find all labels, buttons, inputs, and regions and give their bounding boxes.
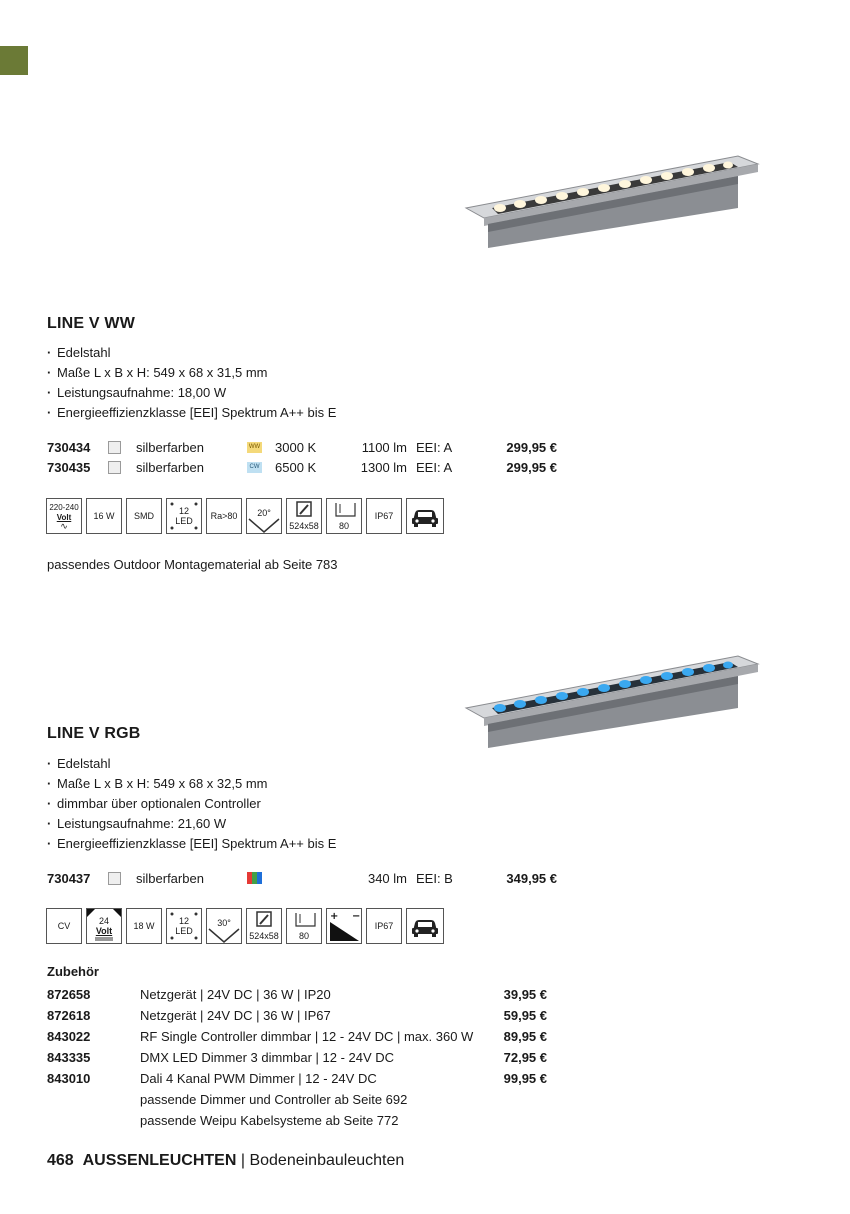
feature-item: · Leistungsaufnahme: 18,00 W bbox=[47, 383, 336, 403]
led-count-icon bbox=[166, 498, 202, 534]
led-label: LED bbox=[175, 926, 193, 936]
installation-depth-icon bbox=[286, 908, 322, 944]
variant-row bbox=[47, 458, 557, 478]
rgb-color-badge bbox=[247, 872, 262, 884]
lumen-value: 340 lm bbox=[367, 871, 407, 886]
beam-angle-value: 20° bbox=[257, 508, 271, 518]
led-count-icon bbox=[166, 908, 202, 944]
price: 349,95 € bbox=[506, 871, 557, 886]
ip-rating-icon bbox=[366, 498, 402, 534]
voltage-unit: Volt bbox=[95, 926, 113, 936]
price: 59,95 € bbox=[503, 1008, 547, 1023]
wattage-icon bbox=[86, 498, 122, 534]
accessory-description: Dali 4 Kanal PWM Dimmer | 12 - 24V DC bbox=[140, 1071, 377, 1086]
feature-item: · Energieeffizienzklasse [EEI] Spektrum A++ bis E bbox=[47, 834, 336, 854]
beam-angle-icon bbox=[206, 908, 242, 944]
product-title: LINE V WW bbox=[47, 315, 136, 332]
accessory-row bbox=[47, 1027, 547, 1048]
finish-label: silberfarben bbox=[136, 871, 204, 886]
accessory-description: RF Single Controller dimmbar | 12 - 24V DC | max. 360 W bbox=[140, 1029, 474, 1044]
beam-angle-icon bbox=[246, 498, 282, 534]
accessory-description: Netzgerät | 24V DC | 36 W | IP20 bbox=[140, 987, 331, 1002]
svg-text:+: + bbox=[330, 911, 339, 922]
led-count-value: 12 bbox=[178, 916, 189, 926]
ip-rating-icon bbox=[366, 908, 402, 944]
variant-row bbox=[47, 438, 557, 458]
page-number: 468 bbox=[47, 1152, 74, 1169]
beam-angle-value: 30° bbox=[217, 918, 231, 928]
price: 299,95 € bbox=[506, 460, 557, 475]
cri-icon bbox=[206, 498, 242, 534]
feature-item: · Maße L x B x H: 549 x 68 x 32,5 mm bbox=[47, 774, 336, 794]
article-number: 730435 bbox=[47, 460, 91, 475]
article-number: 872618 bbox=[47, 1008, 91, 1023]
installation-depth-value: 80 bbox=[298, 931, 309, 941]
led-label: LED bbox=[175, 516, 193, 526]
wattage-value: 16 W bbox=[93, 511, 115, 521]
price: 72,95 € bbox=[503, 1050, 547, 1065]
product-image-line-v-ww bbox=[460, 150, 760, 250]
price: 99,95 € bbox=[503, 1071, 547, 1086]
spec-icon-row bbox=[46, 498, 444, 534]
led-count-value: 12 bbox=[178, 506, 189, 516]
installation-depth-icon bbox=[326, 498, 362, 534]
accessory-note-row bbox=[47, 1090, 547, 1111]
finish-label: silberfarben bbox=[136, 440, 204, 455]
variant-row bbox=[47, 869, 557, 889]
price: 299,95 € bbox=[506, 440, 557, 455]
finish-swatch bbox=[108, 461, 121, 474]
feature-list bbox=[47, 754, 336, 854]
finish-swatch bbox=[108, 441, 121, 454]
dimmable-icon bbox=[326, 908, 362, 944]
wattage-value: 18 W bbox=[133, 921, 155, 931]
article-number: 843335 bbox=[47, 1050, 91, 1065]
accessory-row bbox=[47, 985, 547, 1006]
cutout-icon bbox=[246, 908, 282, 944]
price: 39,95 € bbox=[503, 987, 547, 1002]
feature-item: · Energieeffizienzklasse [EEI] Spektrum A++ bis E bbox=[47, 403, 336, 423]
feature-item: · Edelstahl bbox=[47, 343, 336, 363]
feature-item: · Leistungsaufnahme: 21,60 W bbox=[47, 814, 336, 834]
feature-list bbox=[47, 343, 336, 423]
accessory-row bbox=[47, 1048, 547, 1069]
accessory-note-row bbox=[47, 1111, 547, 1132]
constant-voltage-label: CV bbox=[57, 921, 71, 931]
wattage-icon bbox=[126, 908, 162, 944]
lumen-value: 1100 lm bbox=[361, 440, 407, 455]
accessories-heading: Zubehör bbox=[47, 964, 99, 979]
feature-item: · dimmbar über optionalen Controller bbox=[47, 794, 336, 814]
installation-depth-value: 80 bbox=[338, 521, 349, 531]
car-icon bbox=[406, 908, 444, 944]
feature-item: · Edelstahl bbox=[47, 754, 336, 774]
product-image-line-v-rgb bbox=[460, 650, 760, 750]
color-temperature: 3000 K bbox=[275, 440, 317, 455]
voltage-value: 24 bbox=[98, 916, 109, 926]
accessory-note: passende Weipu Kabelsysteme ab Seite 772 bbox=[140, 1113, 399, 1128]
cutout-icon bbox=[286, 498, 322, 534]
constant-voltage-icon bbox=[46, 908, 82, 944]
ip-rating-value: IP67 bbox=[374, 921, 394, 931]
accessory-row bbox=[47, 1006, 547, 1027]
cutout-value: 524x58 bbox=[249, 931, 279, 941]
voltage-value: 220-240 bbox=[49, 503, 79, 512]
section-title: AUSSENLEUCHTEN bbox=[82, 1152, 237, 1169]
accessory-description: DMX LED Dimmer 3 dimmbar | 12 - 24V DC bbox=[140, 1050, 395, 1065]
mounting-note: passendes Outdoor Montagematerial ab Seite 783 bbox=[47, 557, 338, 572]
light-color-badge: WW bbox=[247, 442, 262, 453]
eei-class: EEI: B bbox=[416, 871, 453, 886]
color-temperature: 6500 K bbox=[275, 460, 317, 475]
voltage-icon bbox=[86, 908, 122, 944]
lumen-value: 1300 lm bbox=[360, 460, 407, 475]
article-number: 843022 bbox=[47, 1029, 91, 1044]
accessory-note: passende Dimmer und Controller ab Seite 692 bbox=[140, 1092, 408, 1107]
eei-class: EEI: A bbox=[416, 440, 453, 455]
cutout-value: 524x58 bbox=[289, 521, 319, 531]
eei-class: EEI: A bbox=[416, 460, 453, 475]
accessory-description: Netzgerät | 24V DC | 36 W | IP67 bbox=[140, 1008, 331, 1023]
article-number: 730437 bbox=[47, 871, 91, 886]
article-number: 843010 bbox=[47, 1071, 91, 1086]
cri-value: Ra>80 bbox=[210, 511, 238, 521]
footer-separator: | bbox=[240, 1152, 245, 1169]
article-number: 730434 bbox=[47, 440, 91, 455]
price: 89,95 € bbox=[503, 1029, 547, 1044]
svg-text:−: − bbox=[352, 911, 361, 922]
light-color-badge: CW bbox=[247, 462, 262, 473]
smd-label: SMD bbox=[134, 511, 154, 521]
accessory-row bbox=[47, 1069, 547, 1090]
voltage-unit: Volt bbox=[56, 513, 72, 522]
article-number: 872658 bbox=[47, 987, 91, 1002]
finish-swatch bbox=[108, 872, 121, 885]
page-footer bbox=[47, 1152, 404, 1170]
spec-icon-row bbox=[46, 908, 444, 944]
feature-item: · Maße L x B x H: 549 x 68 x 31,5 mm bbox=[47, 363, 336, 383]
finish-label: silberfarben bbox=[136, 460, 204, 475]
car-icon bbox=[406, 498, 444, 534]
smd-icon bbox=[126, 498, 162, 534]
chapter-color-tab bbox=[0, 46, 28, 75]
subsection-title: Bodeneinbauleuchten bbox=[249, 1152, 405, 1169]
ip-rating-value: IP67 bbox=[374, 511, 394, 521]
voltage-icon: 220-240 Volt ∿ bbox=[46, 498, 82, 534]
product-title: LINE V RGB bbox=[47, 725, 141, 742]
